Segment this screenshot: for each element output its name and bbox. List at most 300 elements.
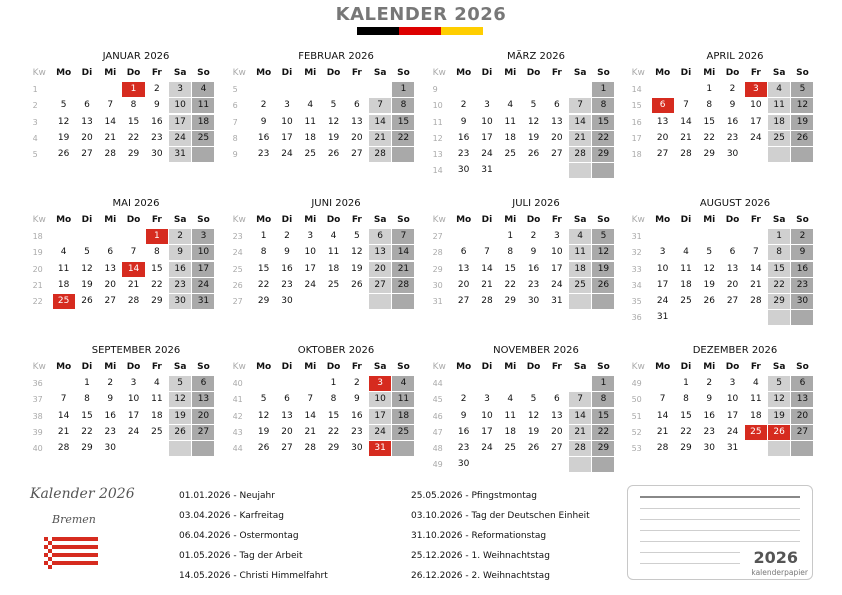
day-cell: 6	[729, 247, 736, 258]
week-number: 21	[32, 280, 43, 290]
day-cell: 14	[104, 116, 116, 127]
week-number: 29	[432, 264, 443, 274]
day-cell: 4	[392, 376, 414, 391]
day-cell: 18	[57, 279, 70, 290]
empty-cell	[276, 82, 298, 97]
day-cell: 19	[527, 426, 540, 437]
empty-cell	[592, 457, 614, 472]
day-cell: 8	[592, 392, 614, 407]
day-cell: 13	[551, 116, 563, 127]
day-cell: 19	[57, 132, 70, 143]
week-number: 27	[232, 296, 243, 306]
day-cell: 29	[257, 295, 270, 306]
weekday-header: Mo	[256, 214, 272, 225]
week-number: 23	[232, 232, 243, 242]
day-cell: 14	[392, 245, 414, 260]
day-cell: 19	[81, 279, 93, 290]
day-cell: 31	[169, 147, 191, 162]
day-cell: 11	[569, 245, 591, 260]
day-cell: 20	[104, 279, 116, 290]
day-cell: 27	[351, 148, 363, 159]
day-cell: 20	[726, 279, 739, 290]
week-number: 14	[631, 85, 642, 95]
day-cell: 21	[750, 279, 762, 290]
day-cell: 2	[169, 229, 191, 244]
month-name: NOVEMBER 2026	[493, 345, 579, 356]
week-number: 26	[232, 280, 243, 290]
day-cell: 30	[527, 295, 540, 306]
day-cell: 18	[768, 115, 790, 130]
day-cell: 4	[683, 247, 689, 258]
day-cell: 31	[481, 165, 493, 176]
day-cell: 1	[768, 229, 790, 244]
day-cell: 18	[750, 410, 762, 421]
day-cell: 19	[791, 115, 813, 130]
day-cell: 1	[592, 82, 614, 97]
week-number: 2	[32, 101, 38, 111]
week-number: 6	[232, 101, 238, 111]
week-number: 15	[631, 101, 642, 111]
day-cell: 12	[351, 247, 363, 258]
week-number: 16	[631, 117, 642, 127]
day-cell: 23	[151, 132, 163, 143]
weekday-header: Di	[281, 214, 293, 225]
day-cell: 4	[507, 394, 514, 405]
empty-cell	[546, 82, 568, 97]
day-cell: 3	[729, 378, 736, 389]
day-cell: 17	[281, 132, 293, 143]
empty-cell	[476, 82, 498, 97]
day-cell: 26	[768, 425, 790, 440]
day-cell: 4	[192, 82, 214, 97]
day-cell: 22	[504, 279, 516, 290]
day-cell: 20	[551, 426, 563, 437]
weekday-header: Di	[680, 214, 692, 225]
day-cell: 17	[656, 279, 669, 290]
weekday-header: Sa	[373, 214, 387, 225]
day-cell: 15	[768, 262, 790, 277]
day-cell: 1	[122, 82, 144, 97]
day-cell: 7	[369, 98, 391, 113]
month-block	[428, 50, 624, 179]
month-block	[228, 344, 424, 457]
weekday-header: Di	[680, 361, 692, 372]
day-cell: 2	[153, 84, 160, 95]
day-cell: 24	[304, 279, 316, 290]
day-cell: 15	[81, 410, 93, 421]
holiday-item: 03.04.2026 - Karfreitag	[179, 511, 284, 521]
empty-cell	[392, 294, 414, 309]
day-cell: 8	[84, 394, 90, 405]
day-cell: 25	[392, 425, 414, 440]
day-cell: 29	[680, 442, 692, 453]
day-cell: 5	[330, 100, 337, 111]
day-cell: 7	[107, 100, 114, 111]
weekday-header: Do	[126, 214, 141, 225]
empty-cell	[522, 457, 544, 472]
week-number-header: Kw	[631, 361, 645, 372]
week-number: 24	[232, 248, 243, 258]
day-cell: 25	[304, 148, 316, 159]
weekday-header: Do	[725, 214, 740, 225]
day-cell: 17	[481, 426, 493, 437]
day-cell: 1	[507, 231, 514, 242]
day-cell: 7	[752, 247, 759, 258]
empty-cell	[369, 294, 391, 309]
day-cell: 7	[659, 394, 666, 405]
notes-line	[640, 541, 800, 542]
day-cell: 3	[369, 376, 391, 391]
empty-cell	[675, 310, 697, 325]
day-cell: 6	[107, 247, 114, 258]
week-number: 11	[432, 117, 443, 127]
day-cell: 31	[369, 441, 391, 456]
weekday-header: Mo	[655, 214, 671, 225]
day-cell: 29	[81, 442, 93, 453]
day-cell: 4	[768, 82, 790, 97]
week-number: 34	[631, 280, 642, 290]
day-cell: 13	[726, 263, 739, 274]
day-cell: 30	[281, 295, 293, 306]
week-number-header: Kw	[32, 67, 46, 78]
bremen-flag-icon	[44, 537, 98, 569]
day-cell: 7	[484, 247, 490, 258]
day-cell: 17	[726, 410, 739, 421]
brand-title: Kalender 2026	[30, 486, 135, 502]
day-cell: 27	[369, 278, 391, 293]
day-cell: 24	[656, 295, 669, 306]
day-cell: 22	[680, 426, 692, 437]
day-cell: 23	[703, 426, 715, 437]
day-cell: 21	[304, 426, 316, 437]
day-cell: 8	[592, 98, 614, 113]
empty-cell	[592, 163, 614, 178]
day-cell: 25	[151, 426, 163, 437]
day-cell: 2	[460, 394, 467, 405]
day-cell: 22	[768, 278, 790, 293]
day-cell: 4	[330, 231, 337, 242]
weekday-header: Fr	[750, 361, 761, 372]
empty-cell	[192, 441, 214, 456]
day-cell: 11	[192, 98, 214, 113]
day-cell: 17	[369, 409, 391, 424]
day-cell: 26	[327, 148, 340, 159]
week-number-header: Kw	[631, 67, 645, 78]
week-number: 51	[631, 411, 642, 421]
day-cell: 6	[369, 229, 391, 244]
day-cell: 15	[592, 409, 614, 424]
day-cell: 25	[569, 278, 591, 293]
weekday-header: So	[197, 361, 210, 372]
day-cell: 5	[530, 394, 537, 405]
weekday-header: Do	[126, 361, 141, 372]
month-name: JANUAR 2026	[102, 51, 170, 62]
week-number: 3	[32, 117, 38, 127]
day-cell: 27	[192, 425, 214, 440]
empty-cell	[146, 441, 168, 456]
week-number-header: Kw	[232, 214, 246, 225]
day-cell: 2	[729, 84, 736, 95]
holiday-item: 01.05.2026 - Tag der Arbeit	[179, 551, 303, 561]
weekday-header: Di	[81, 361, 93, 372]
week-number: 53	[631, 443, 642, 453]
empty-cell	[499, 163, 521, 178]
day-cell: 18	[392, 409, 414, 424]
week-number: 46	[432, 411, 443, 421]
day-cell: 31	[551, 295, 563, 306]
day-cell: 28	[104, 148, 116, 159]
empty-cell	[745, 147, 767, 162]
day-cell: 30	[457, 459, 470, 470]
empty-cell	[569, 82, 591, 97]
day-cell: 16	[281, 263, 293, 274]
day-cell: 5	[706, 247, 713, 258]
empty-cell	[476, 457, 498, 472]
week-number-header: Kw	[432, 67, 446, 78]
weekday-header: Fr	[750, 214, 761, 225]
day-cell: 18	[192, 115, 214, 130]
weekday-header: So	[397, 67, 410, 78]
day-cell: 24	[369, 425, 391, 440]
week-number: 9	[432, 85, 438, 95]
weekday-header: Di	[481, 67, 493, 78]
day-cell: 25	[768, 131, 790, 146]
week-number-header: Kw	[232, 67, 246, 78]
day-cell: 1	[706, 84, 713, 95]
week-number: 45	[432, 395, 443, 405]
day-cell: 5	[768, 376, 790, 391]
day-cell: 17	[169, 115, 191, 130]
weekday-header: Di	[680, 67, 692, 78]
month-block	[428, 197, 624, 310]
day-cell: 29	[592, 441, 614, 456]
weekday-header: Fr	[351, 67, 362, 78]
week-number: 19	[32, 248, 43, 258]
empty-cell	[546, 457, 568, 472]
day-cell: 11	[327, 247, 340, 258]
day-cell: 27	[726, 295, 739, 306]
day-cell: 16	[703, 410, 715, 421]
day-cell: 26	[257, 442, 270, 453]
day-cell: 22	[327, 426, 340, 437]
day-cell: 17	[127, 410, 140, 421]
week-number: 48	[432, 443, 443, 453]
day-cell: 3	[484, 394, 490, 405]
day-cell: 3	[130, 378, 137, 389]
day-cell: 28	[392, 278, 414, 293]
day-cell: 23	[791, 278, 813, 293]
day-cell: 30	[351, 442, 363, 453]
day-cell: 11	[768, 98, 790, 113]
empty-cell	[499, 376, 521, 391]
holiday-item: 31.10.2026 - Reformationstag	[411, 531, 547, 541]
empty-cell	[745, 441, 767, 456]
day-cell: 19	[351, 263, 363, 274]
day-cell: 10	[169, 98, 191, 113]
day-cell: 18	[151, 410, 163, 421]
weekday-header: Sa	[173, 67, 187, 78]
day-cell: 7	[569, 98, 591, 113]
week-number: 38	[32, 411, 43, 421]
month-name: SEPTEMBER 2026	[91, 345, 181, 356]
weekday-header: So	[597, 214, 610, 225]
day-cell: 25	[504, 148, 516, 159]
day-cell: 13	[192, 392, 214, 407]
empty-cell	[745, 310, 767, 325]
day-cell: 29	[327, 442, 340, 453]
notes-line	[640, 519, 800, 520]
day-cell: 2	[353, 378, 360, 389]
day-cell: 4	[153, 378, 160, 389]
day-cell: 20	[192, 409, 214, 424]
week-number: 36	[32, 379, 43, 389]
day-cell: 3	[192, 229, 214, 244]
month-name: OKTOBER 2026	[297, 345, 375, 356]
weekday-header: Di	[81, 214, 93, 225]
day-cell: 3	[284, 100, 290, 111]
weekday-header: So	[397, 214, 410, 225]
week-number: 40	[232, 379, 243, 389]
day-cell: 10	[192, 245, 214, 260]
week-number: 42	[232, 411, 243, 421]
empty-cell	[253, 82, 275, 97]
holiday-item: 14.05.2026 - Christi Himmelfahrt	[179, 571, 328, 581]
month-block	[627, 344, 823, 457]
empty-cell	[791, 441, 813, 456]
day-cell: 5	[791, 82, 813, 97]
week-number: 18	[32, 232, 43, 242]
day-cell: 28	[680, 148, 692, 159]
day-cell: 2	[791, 229, 813, 244]
day-cell: 14	[481, 263, 493, 274]
day-cell: 10	[281, 116, 293, 127]
day-cell: 29	[768, 294, 790, 309]
weekday-header: Sa	[373, 67, 387, 78]
empty-cell	[791, 147, 813, 162]
week-number: 28	[432, 248, 443, 258]
day-cell: 8	[392, 98, 414, 113]
day-cell: 14	[656, 410, 669, 421]
day-cell: 1	[84, 378, 90, 389]
weekday-header: Sa	[173, 214, 187, 225]
german-flag-icon	[357, 27, 483, 35]
day-cell: 12	[527, 410, 540, 421]
month-block	[627, 50, 823, 163]
weekday-header: So	[796, 67, 809, 78]
weekday-header: Sa	[772, 214, 786, 225]
day-cell: 11	[504, 410, 516, 421]
day-cell: 24	[726, 426, 739, 437]
empty-cell	[569, 376, 591, 391]
day-cell: 13	[457, 263, 470, 274]
day-cell: 20	[457, 279, 470, 290]
day-cell: 7	[569, 392, 591, 407]
day-cell: 15	[504, 263, 516, 274]
weekday-header: Mi	[504, 214, 517, 225]
day-cell: 8	[130, 100, 137, 111]
day-cell: 4	[307, 100, 314, 111]
day-cell: 6	[353, 100, 360, 111]
day-cell: 29	[504, 295, 516, 306]
weekday-header: Sa	[573, 361, 587, 372]
day-cell: 14	[569, 409, 591, 424]
day-cell: 4	[60, 247, 67, 258]
day-cell: 1	[146, 229, 168, 244]
day-cell: 17	[192, 262, 214, 277]
day-cell: 25	[53, 294, 75, 309]
weekday-header: Di	[81, 67, 93, 78]
day-cell: 15	[327, 410, 340, 421]
notes-box	[627, 485, 813, 580]
week-number: 30	[432, 280, 443, 290]
day-cell: 22	[81, 426, 93, 437]
empty-cell	[652, 82, 674, 97]
day-cell: 6	[553, 100, 560, 111]
day-cell: 13	[351, 116, 363, 127]
day-cell: 12	[169, 392, 191, 407]
week-number-header: Kw	[232, 361, 246, 372]
month-block	[228, 197, 424, 310]
day-cell: 1	[260, 231, 267, 242]
empty-cell	[76, 82, 98, 97]
day-cell: 19	[527, 132, 540, 143]
day-cell: 23	[281, 279, 293, 290]
day-cell: 10	[127, 394, 140, 405]
day-cell: 6	[460, 247, 467, 258]
day-cell: 9	[153, 100, 160, 111]
empty-cell	[76, 229, 98, 244]
day-cell: 17	[304, 263, 316, 274]
day-cell: 10	[726, 394, 739, 405]
day-cell: 20	[551, 132, 563, 143]
day-cell: 23	[104, 426, 116, 437]
week-number-header: Kw	[32, 361, 46, 372]
day-cell: 6	[652, 98, 674, 113]
week-number-header: Kw	[432, 214, 446, 225]
weekday-header: Sa	[772, 361, 786, 372]
day-cell: 30	[703, 442, 715, 453]
day-cell: 3	[745, 82, 767, 97]
weekday-header: Do	[526, 361, 541, 372]
day-cell: 30	[791, 294, 813, 309]
week-number: 4	[32, 133, 38, 143]
day-cell: 30	[726, 148, 739, 159]
week-number: 52	[631, 427, 642, 437]
week-number: 36	[631, 313, 642, 323]
page-title: KALENDER 2026	[335, 4, 507, 25]
day-cell: 9	[460, 410, 467, 421]
empty-cell	[53, 229, 75, 244]
day-cell: 30	[151, 148, 163, 159]
day-cell: 24	[481, 148, 493, 159]
week-number: 40	[32, 443, 43, 453]
week-number-header: Kw	[32, 214, 46, 225]
day-cell: 16	[791, 262, 813, 277]
day-cell: 17	[750, 116, 762, 127]
empty-cell	[569, 457, 591, 472]
month-name: JUNI 2026	[311, 198, 361, 209]
day-cell: 28	[57, 442, 70, 453]
day-cell: 22	[127, 132, 140, 143]
week-number: 39	[32, 427, 43, 437]
day-cell: 28	[569, 441, 591, 456]
weekday-header: Do	[326, 214, 341, 225]
day-cell: 19	[592, 262, 614, 277]
notes-year: 2026	[753, 548, 798, 567]
day-cell: 15	[592, 115, 614, 130]
empty-cell	[592, 294, 614, 309]
holiday-item: 26.12.2026 - 2. Weihnachtstag	[411, 571, 550, 581]
